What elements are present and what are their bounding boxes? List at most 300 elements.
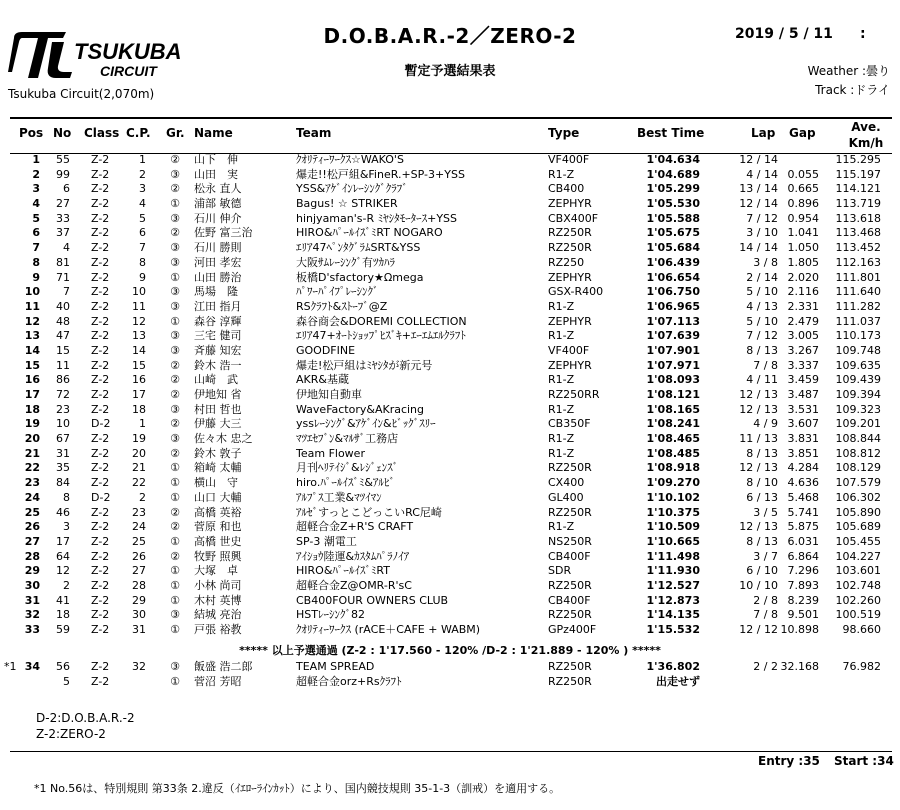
average-speed-cell: 109.323 (835, 402, 881, 416)
machine-type-cell: RZ250R (548, 660, 592, 673)
average-speed-cell: 113.618 (835, 211, 881, 225)
table-row (0, 285, 900, 300)
team-cell: ﾏﾂｴｾﾌﾞﾝ&ﾏﾙｻﾞ工務店 (296, 432, 399, 446)
number-cell: 17 (56, 534, 70, 548)
class-position-cell: 9 (139, 270, 146, 284)
group-cell: ② (170, 373, 180, 387)
group-cell: ② (170, 182, 180, 196)
class-cell: Z-2 (91, 461, 110, 475)
group-cell: ③ (170, 343, 180, 357)
class-cell: Z-2 (91, 432, 110, 446)
gap-cell: 3.607 (787, 417, 819, 431)
gap-cell: 7.893 (787, 578, 819, 592)
gap-cell: 3.531 (787, 402, 819, 416)
group-cell: ③ (170, 241, 180, 255)
group-cell: ② (170, 358, 180, 372)
machine-type-cell: RZ250R (548, 241, 592, 255)
col-best-time: Best Time (637, 126, 705, 140)
rider-name-cell: 菅原 和也 (194, 520, 242, 534)
table-row (0, 182, 900, 197)
team-cell: 伊地知自動車 (296, 388, 362, 401)
lap-cell: 10 / 10 (739, 578, 778, 592)
machine-type-cell: GL400 (548, 490, 584, 504)
rider-name-cell: 伊藤 大三 (194, 417, 242, 431)
number-cell: 48 (56, 314, 70, 328)
machine-type-cell: R1-Z (548, 446, 575, 460)
gap-cell: 2.116 (787, 285, 819, 299)
table-row (0, 432, 900, 447)
best-time-cell: 1'07.901 (646, 343, 700, 357)
gap-cell: 3.831 (787, 432, 819, 446)
gap-cell: 10.898 (780, 623, 819, 636)
team-cell: AKR&基蔵 (296, 373, 349, 387)
number-cell: 27 (56, 197, 70, 211)
number-cell: 4 (63, 241, 70, 255)
machine-type-cell: CB400 (548, 182, 585, 196)
machine-type-cell: RZ250RR (548, 388, 600, 401)
number-cell: 55 (56, 153, 70, 166)
team-cell: ｸｵﾘﾃｨｰﾜｰｸｽ (rACE＋CAFE + WABM) (296, 623, 481, 636)
number-cell: 10 (56, 417, 70, 431)
class-cell: Z-2 (91, 505, 110, 519)
position-cell: 32 (24, 608, 40, 622)
group-cell: ② (170, 505, 180, 519)
best-time-cell: 1'05.530 (646, 197, 700, 211)
position-cell: 5 (32, 211, 40, 225)
group-cell: ③ (170, 211, 180, 225)
rider-name-cell: 大塚 卓 (194, 564, 238, 578)
class-position-cell: 5 (139, 211, 146, 225)
lap-cell: 2 / 8 (753, 593, 778, 607)
team-cell: ｱﾙｾﾞすっとこどっこいRC尼崎 (296, 505, 442, 519)
rider-name-cell: 松永 直人 (194, 182, 242, 196)
group-cell: ③ (170, 608, 180, 622)
table-row (0, 461, 900, 476)
team-cell: hinjyaman's-R ﾐﾔｼﾀﾓｰﾀｰｽ+YSS (296, 211, 457, 225)
table-row (0, 226, 900, 241)
best-time-cell: 1'04.689 (646, 167, 700, 181)
col-class: Class (84, 126, 120, 140)
gap-cell: 32.168 (780, 660, 819, 673)
position-cell: 20 (24, 432, 40, 446)
position-cell: 14 (24, 343, 40, 357)
position-cell: 34 (24, 660, 40, 673)
lap-cell: 12 / 13 (739, 388, 778, 401)
class-position-cell: 14 (132, 343, 146, 357)
position-cell: 10 (24, 285, 40, 299)
position-cell: 17 (24, 388, 40, 401)
class-position-cell: 25 (132, 534, 146, 548)
table-row (0, 594, 900, 609)
lap-cell: 3 / 8 (753, 255, 778, 269)
number-cell: 56 (56, 660, 70, 673)
class-position-cell: 21 (132, 461, 146, 475)
table-row (0, 417, 900, 432)
team-cell: HSTﾚｰｼﾝｸﾞ82 (296, 608, 365, 622)
average-speed-cell: 105.890 (835, 505, 881, 519)
number-cell: 67 (56, 432, 70, 446)
col-type: Type (548, 126, 580, 140)
lap-cell: 11 / 13 (739, 432, 778, 446)
class-cell: Z-2 (91, 270, 110, 284)
average-speed-cell: 100.519 (835, 608, 881, 622)
position-cell: 29 (24, 564, 40, 578)
number-cell: 12 (56, 564, 70, 578)
position-cell: 22 (24, 461, 40, 475)
col-team: Team (296, 126, 332, 140)
gap-cell: 5.875 (787, 520, 819, 534)
best-time-cell: 1'36.802 (646, 660, 700, 673)
machine-type-cell: ZEPHYR (548, 270, 592, 284)
position-cell: 1 (32, 153, 40, 166)
gap-cell: 1.041 (787, 226, 819, 240)
class-cell: Z-2 (91, 476, 110, 490)
class-cell: Z-2 (91, 314, 110, 328)
gap-cell: 3.459 (787, 373, 819, 387)
average-speed-cell: 102.260 (835, 593, 881, 607)
group-cell: ① (170, 593, 180, 607)
table-row (0, 550, 900, 565)
best-time-cell: 1'12.527 (646, 578, 700, 592)
group-cell: ② (170, 153, 180, 166)
position-cell: 7 (32, 241, 40, 255)
lap-cell: 7 / 12 (746, 329, 778, 343)
lap-cell: 3 / 10 (746, 226, 778, 240)
rider-name-cell: 江田 指月 (194, 299, 242, 313)
group-cell: ① (170, 674, 180, 688)
gap-cell: 5.468 (787, 490, 819, 504)
machine-type-cell: R1-Z (548, 299, 575, 313)
team-cell: Team Flower (296, 446, 365, 460)
team-cell: 爆走!松戸組はﾐﾔｼﾀが新元号 (296, 358, 433, 372)
average-speed-cell: 114.121 (835, 182, 881, 196)
team-cell: 超軽合金Z+R'S CRAFT (296, 520, 414, 534)
machine-type-cell: RZ250R (548, 608, 592, 622)
position-cell: 6 (32, 226, 40, 240)
penalty-mark: *1 (4, 660, 17, 673)
machine-type-cell: CBX400F (548, 211, 599, 225)
class-cell: Z-2 (91, 446, 110, 460)
number-cell: 59 (56, 623, 70, 636)
position-cell: 3 (32, 182, 40, 196)
machine-type-cell: VF400F (548, 153, 590, 166)
table-row (0, 564, 900, 579)
lap-cell: 5 / 10 (746, 285, 778, 299)
table-row (0, 168, 900, 183)
position-cell: 8 (32, 255, 40, 269)
team-cell: ﾊﾟﾜｰﾊﾟｲﾌﾟﾚｰｼﾝｸﾞ (296, 285, 379, 299)
class-position-cell: 26 (132, 549, 146, 563)
class-position-cell: 19 (132, 432, 146, 446)
class-cell: Z-2 (91, 608, 110, 622)
number-cell: 2 (63, 578, 70, 592)
number-cell: 41 (56, 593, 70, 607)
position-cell: 9 (32, 270, 40, 284)
class-position-cell: 2 (139, 167, 146, 181)
position-cell: 33 (24, 623, 40, 636)
col-pos: Pos (19, 126, 44, 140)
number-cell: 8 (63, 490, 70, 504)
average-speed-cell: 104.227 (835, 549, 881, 563)
number-cell: 99 (56, 167, 70, 181)
lap-cell: 4 / 9 (753, 417, 778, 431)
position-cell: 25 (24, 505, 40, 519)
position-cell: 13 (24, 329, 40, 343)
class-position-cell: 2 (139, 490, 146, 504)
machine-type-cell: ZEPHYR (548, 197, 592, 211)
class-position-cell: 27 (132, 564, 146, 578)
number-cell: 72 (56, 388, 70, 401)
gap-cell: 2.479 (787, 314, 819, 328)
average-speed-cell: 109.635 (835, 358, 881, 372)
group-cell: ① (170, 197, 180, 211)
rider-name-cell: 山口 大輔 (194, 490, 242, 504)
class-position-cell: 18 (132, 402, 146, 416)
class-cell: Z-2 (91, 255, 110, 269)
legend-d2: D-2:D.O.B.A.R.-2 (36, 711, 135, 725)
table-row (0, 271, 900, 286)
group-cell: ② (170, 549, 180, 563)
number-cell: 40 (56, 299, 70, 313)
best-time-cell: 1'05.684 (646, 241, 700, 255)
team-cell: 板橋D'sfactory★Ωmega (296, 270, 424, 284)
average-speed-cell: 76.982 (842, 660, 881, 673)
gap-cell: 4.636 (787, 476, 819, 490)
start-count: Start :34 (834, 754, 894, 768)
table-row (0, 212, 900, 227)
lap-cell: 8 / 13 (746, 446, 778, 460)
entry-count: Entry :35 (758, 754, 820, 768)
group-cell: ③ (170, 299, 180, 313)
machine-type-cell: R1-Z (548, 432, 575, 446)
team-cell: ｴﾘｱ47ﾍﾟﾝﾀｸﾞﾗﾑSRT&YSS (296, 241, 421, 255)
table-row (0, 359, 900, 374)
best-time-cell: 1'10.509 (646, 520, 700, 534)
class-cell: Z-2 (91, 285, 110, 299)
team-cell: HIRO&ﾊﾟｰﾙｲｽﾞﾐRT (296, 564, 390, 578)
team-cell: GOODFINE (296, 343, 356, 357)
number-cell: 33 (56, 211, 70, 225)
table-row (0, 520, 900, 535)
gap-cell: 0.055 (787, 167, 819, 181)
machine-type-cell: ZEPHYR (548, 314, 592, 328)
table-row (0, 388, 900, 403)
machine-type-cell: SDR (548, 564, 572, 578)
lap-cell: 2 / 2 (753, 660, 778, 673)
lap-cell: 8 / 13 (746, 343, 778, 357)
class-cell: D-2 (91, 417, 111, 431)
lap-cell: 12 / 14 (739, 153, 778, 166)
best-time-cell: 1'14.135 (646, 608, 700, 622)
team-cell: CB400FOUR OWNERS CLUB (296, 593, 449, 607)
number-cell: 86 (56, 373, 70, 387)
gap-cell: 0.665 (787, 182, 819, 196)
class-position-cell: 11 (132, 299, 146, 313)
class-position-cell: 32 (132, 660, 146, 673)
table-row (0, 373, 900, 388)
class-position-cell: 16 (132, 373, 146, 387)
gap-cell: 3.267 (787, 343, 819, 357)
machine-type-cell: R1-Z (548, 373, 575, 387)
team-cell: 爆走!!松戸組&FineR.+SP-3+YSS (296, 167, 465, 181)
rider-name-cell: 森谷 淳輝 (194, 314, 242, 328)
position-cell: 15 (24, 358, 40, 372)
rider-name-cell: 高橋 世史 (194, 534, 242, 548)
average-speed-cell: 113.719 (835, 197, 881, 211)
group-cell: ③ (170, 329, 180, 343)
team-cell: yssﾚｰｼﾝｸﾞ&ｱｹﾞｲﾝ&ﾋﾞｯｸﾞｽﾘｰ (296, 417, 436, 431)
position-cell: 12 (24, 314, 40, 328)
best-time-cell: 1'08.465 (646, 432, 700, 446)
team-cell: ｸｵﾘﾃｨｰﾜｰｸｽ☆WAKO'S (296, 153, 404, 166)
legend-z2: Z-2:ZERO-2 (36, 727, 106, 741)
logo-text-circuit: CIRCUIT (100, 63, 157, 79)
best-time-cell: 1'10.375 (646, 505, 700, 519)
number-cell: 15 (56, 343, 70, 357)
class-position-cell: 7 (139, 241, 146, 255)
lap-cell: 7 / 8 (753, 358, 778, 372)
lap-cell: 14 / 14 (739, 241, 778, 255)
col-ave-line1: Ave. (851, 120, 881, 134)
gap-cell: 3.005 (787, 329, 819, 343)
best-time-cell: 1'05.588 (646, 211, 700, 225)
col-ave (842, 119, 890, 151)
machine-type-cell: GPz400F (548, 623, 597, 636)
rider-name-cell: 木村 英博 (194, 593, 242, 607)
event-title: D.O.B.A.R.-2／ZERO-2 (323, 24, 577, 48)
lap-cell: 4 / 14 (746, 167, 778, 181)
col-name: Name (194, 126, 233, 140)
machine-type-cell: RZ250R (548, 674, 592, 688)
class-cell: D-2 (91, 490, 111, 504)
team-cell: 月刊ﾍﾘﾃｲｼﾞ&ﾚｼﾞｪﾝｽﾞ (296, 461, 399, 475)
gap-cell: 3.851 (787, 446, 819, 460)
position-cell: 27 (24, 534, 40, 548)
gap-cell: 9.501 (787, 608, 819, 622)
best-time-cell: 1'11.930 (646, 564, 700, 578)
average-speed-cell: 115.295 (835, 153, 881, 166)
average-speed-cell: 106.302 (835, 490, 881, 504)
class-cell: Z-2 (91, 578, 110, 592)
best-time-cell: 1'06.965 (646, 299, 700, 313)
average-speed-cell: 109.394 (835, 388, 881, 401)
rider-name-cell: 馬場 隆 (194, 285, 238, 299)
team-cell: ｴﾘｱ47+ｵｰﾄｼｮｯﾌﾟﾋｽﾞｷ+ｴｰｴﾑｴﾙｸﾗﾌﾄ (296, 329, 466, 343)
class-cell: Z-2 (91, 593, 110, 607)
gap-cell: 4.284 (787, 461, 819, 475)
table-row (0, 403, 900, 418)
number-cell: 81 (56, 255, 70, 269)
machine-type-cell: CX400 (548, 476, 585, 490)
position-cell: 18 (24, 402, 40, 416)
gap-cell: 8.239 (787, 593, 819, 607)
rider-name-cell: 石川 勝則 (194, 241, 242, 255)
rider-name-cell: 石川 伸介 (194, 211, 242, 225)
group-cell: ③ (170, 255, 180, 269)
class-cell: Z-2 (91, 623, 110, 636)
table-row (0, 153, 900, 168)
team-cell: 森谷商会&DOREMI COLLECTION (296, 314, 467, 328)
rider-name-cell: 佐野 富三治 (194, 226, 253, 240)
best-time-cell: 1'10.102 (646, 490, 700, 504)
col-lap: Lap (751, 126, 776, 140)
group-cell: ① (170, 564, 180, 578)
lap-cell: 4 / 11 (746, 373, 778, 387)
position-cell: 30 (24, 578, 40, 592)
table-row (0, 241, 900, 256)
table-row (0, 623, 900, 638)
number-cell: 46 (56, 505, 70, 519)
track-condition: Track :ドライ (815, 83, 890, 97)
number-cell: 11 (56, 358, 70, 372)
rider-name-cell: 小林 尚司 (194, 578, 242, 592)
team-cell: 大阪ｻﾑﾚｰｼﾝｸﾞ有ﾂｶﾊﾗ (296, 255, 395, 269)
lap-cell: 12 / 13 (739, 402, 778, 416)
class-position-cell: 30 (132, 608, 146, 622)
class-position-cell: 10 (132, 285, 146, 299)
team-cell: hiro.ﾊﾟｰﾙｲｽﾞﾐ&ｱﾙﾋﾞ (296, 476, 395, 490)
number-cell: 5 (63, 674, 70, 688)
team-cell: TEAM SPREAD (296, 660, 375, 673)
class-position-cell: 8 (139, 255, 146, 269)
rider-name-cell: 飯盛 浩二郎 (194, 660, 253, 673)
col-cp: C.P. (126, 126, 151, 140)
class-cell: Z-2 (91, 520, 110, 534)
table-row (0, 608, 900, 623)
group-cell: ① (170, 461, 180, 475)
table-row (0, 344, 900, 359)
rider-name-cell: 佐々木 忠之 (194, 432, 253, 446)
number-cell: 18 (56, 608, 70, 622)
class-cell: Z-2 (91, 402, 110, 416)
rider-name-cell: 菅沼 芳昭 (194, 674, 242, 688)
class-position-cell: 6 (139, 226, 146, 240)
average-speed-cell: 109.439 (835, 373, 881, 387)
col-no: No (53, 126, 72, 140)
class-position-cell: 17 (132, 388, 146, 401)
class-position-cell: 4 (139, 197, 146, 211)
table-header (0, 118, 900, 153)
qualifying-cutoff-line: ***** 以上予選通過 (Z-2 : 1'17.560 - 120% /D-2 : 1'21.889 - 120% ) ***** (239, 644, 661, 657)
position-cell: 24 (24, 490, 40, 504)
average-speed-cell: 105.455 (835, 534, 881, 548)
machine-type-cell: R1-Z (548, 167, 575, 181)
rider-name-cell: 箱崎 太輔 (194, 461, 242, 475)
class-position-cell: 12 (132, 314, 146, 328)
average-speed-cell: 107.579 (835, 476, 881, 490)
circuit-name: Tsukuba Circuit(2,070m) (8, 87, 155, 101)
class-cell: Z-2 (91, 299, 110, 313)
group-cell: ① (170, 623, 180, 636)
best-time-cell: 1'06.439 (646, 255, 700, 269)
class-cell: Z-2 (91, 674, 110, 688)
table-row (0, 675, 900, 690)
number-cell: 7 (63, 285, 70, 299)
lap-cell: 3 / 5 (753, 505, 778, 519)
class-cell: Z-2 (91, 211, 110, 225)
team-cell: ｱﾙﾌﾟｽ工業&ﾏﾂｲﾏﾝ (296, 490, 382, 504)
best-time-cell: 1'08.485 (646, 446, 700, 460)
average-speed-cell: 111.282 (835, 299, 881, 313)
class-position-cell: 3 (139, 182, 146, 196)
non-qualified-rows (0, 660, 900, 689)
average-speed-cell: 109.748 (835, 343, 881, 357)
group-cell: ③ (170, 402, 180, 416)
logo-text-tsukuba: TSUKUBA (74, 39, 182, 64)
col-gr: Gr. (166, 126, 185, 140)
position-cell: 21 (24, 446, 40, 460)
footnote: *1 No.56は、特別規則 第33条 2.違反（ｲｴﾛｰﾗｲﾝｶｯﾄ）により、国内競技規則 35-1-3（訓戒）を適用する。 (34, 782, 561, 795)
